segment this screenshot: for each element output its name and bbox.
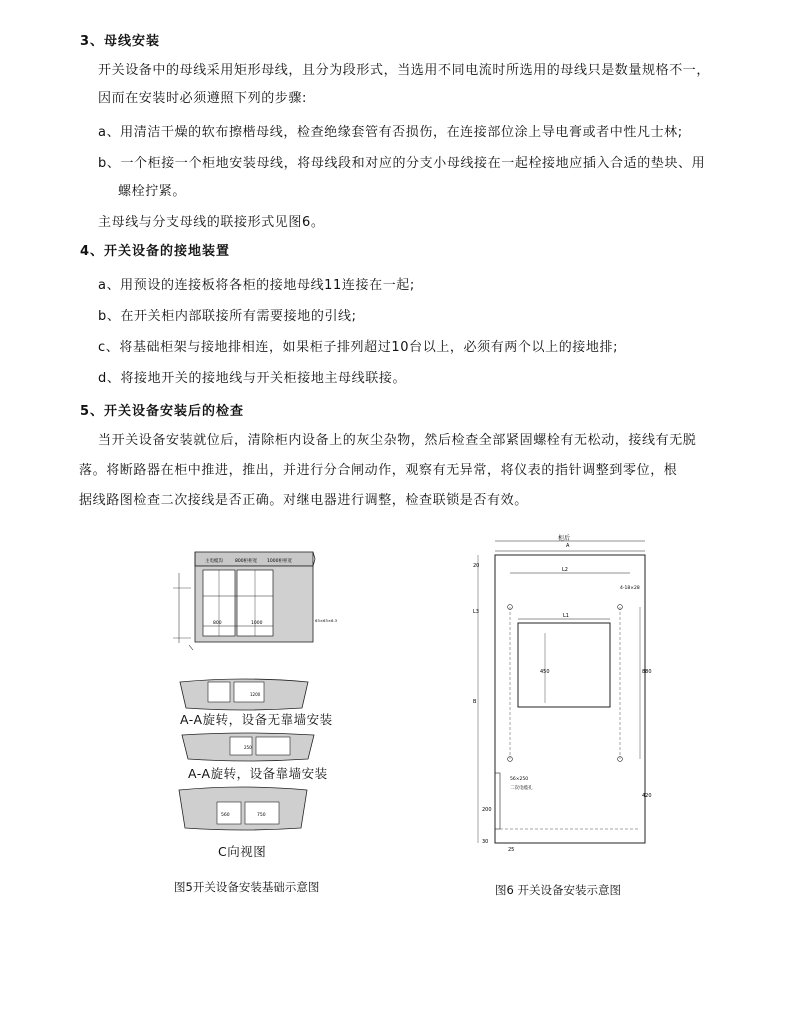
figure5-view2 xyxy=(178,731,318,763)
dim-ref: 63×63×6.3 xyxy=(315,618,338,623)
dim-20: 20 xyxy=(473,563,480,569)
section-heading-grounding: 4、开关设备的接地装置 xyxy=(80,244,231,259)
list-item-continuation: 螺栓拧紧。 xyxy=(118,184,187,199)
dim-slot-note: 二次电缆孔 xyxy=(510,786,533,791)
dim-top-a: 主电缆沟 xyxy=(205,559,223,564)
paragraph-line: 当开关设备安装就位后，清除柜内设备上的灰尘杂物，然后检查全部紧固螺栓有无松动，接线有无脱 xyxy=(98,433,697,448)
dim-800: 800 xyxy=(213,621,222,626)
dim-560: 560 xyxy=(221,813,230,818)
paragraph-line: 据线路图检查二次接线是否正确。对继电器进行调整，检查联锁是否有效。 xyxy=(79,493,528,508)
figure5-view2-label: A-A旋转，设备靠墙安装 xyxy=(188,766,328,781)
dim-a: A xyxy=(566,543,570,549)
dim-420: 420 xyxy=(642,793,652,799)
paragraph-line: 主母线与分支母线的联接形式见图6。 xyxy=(98,215,325,230)
figure6-caption: 图6 开关设备安装示意图 xyxy=(495,883,621,897)
dim-450: 450 xyxy=(540,669,550,675)
figure5-view3-label: C向视图 xyxy=(218,844,267,859)
figure6-drawing xyxy=(470,533,670,855)
dim-1000: 1000 xyxy=(251,621,263,626)
dim-25: 25 xyxy=(508,847,515,853)
dim-slot: 56×250 xyxy=(510,777,529,782)
dim-l2: L2 xyxy=(562,567,568,573)
dim-880: 880 xyxy=(642,669,652,675)
dim-200: 200 xyxy=(482,807,492,813)
list-item: a、用清洁干燥的软布擦楷母线，检查绝缘套管有否损伤，在连接部位涂上导电膏或者中性凡士林; xyxy=(98,125,683,140)
paragraph-line: 因而在安装时必须遵照下列的步骤: xyxy=(98,91,307,106)
dim-top-c: 1000柜柜宽 xyxy=(267,559,292,564)
dim-back: 柜后 xyxy=(558,535,571,542)
dim-b: B xyxy=(473,699,477,705)
figure5-drawing xyxy=(165,548,345,653)
paragraph-line: 落。将断路器在柜中推进，推出，并进行分合闸动作，观察有无异常，将仪表的指针调整到零位，根 xyxy=(79,463,678,478)
figure5-view1-label: A-A旋转，设备无靠墙安装 xyxy=(180,712,333,727)
dim-l3: L3 xyxy=(473,609,479,615)
dim-1200: 1200 xyxy=(250,692,261,697)
dim-30: 30 xyxy=(482,839,489,845)
list-item: a、用预设的连接板将各柜的接地母线11连接在一起; xyxy=(98,278,415,293)
figure5-view3 xyxy=(177,786,309,832)
section-heading-inspection: 5、开关设备安装后的检查 xyxy=(80,404,245,419)
list-item: c、将基础柜架与接地排相连，如果柜子排列超过10台以上，必须有两个以上的接地排; xyxy=(98,340,619,355)
dim-top-b: 800柜柜宽 xyxy=(235,559,258,564)
paragraph-line: 开关设备中的母线采用矩形母线，且分为段形式，当选用不同电流时所选用的母线只是数量规格不一， xyxy=(98,63,711,78)
figure5-view1 xyxy=(178,676,310,712)
dim-250: 250 xyxy=(244,745,252,750)
dim-l1: L1 xyxy=(563,613,569,619)
dim-hole: 4-18×28 xyxy=(620,586,640,591)
section-heading-busbar: 3、母线安装 xyxy=(80,34,161,49)
list-item: b、在开关柜内部联接所有需要接地的引线; xyxy=(98,309,357,324)
figure5-caption: 图5开关设备安装基础示意图 xyxy=(174,880,320,894)
list-item: b、一个柜接一个柜地安装母线，将母线段和对应的分支小母线接在一起栓接地应插入合适的垫块、用 xyxy=(98,156,706,171)
dim-750: 750 xyxy=(257,813,266,818)
list-item: d、将接地开关的接地线与开关柜接地主母线联接。 xyxy=(98,371,407,386)
